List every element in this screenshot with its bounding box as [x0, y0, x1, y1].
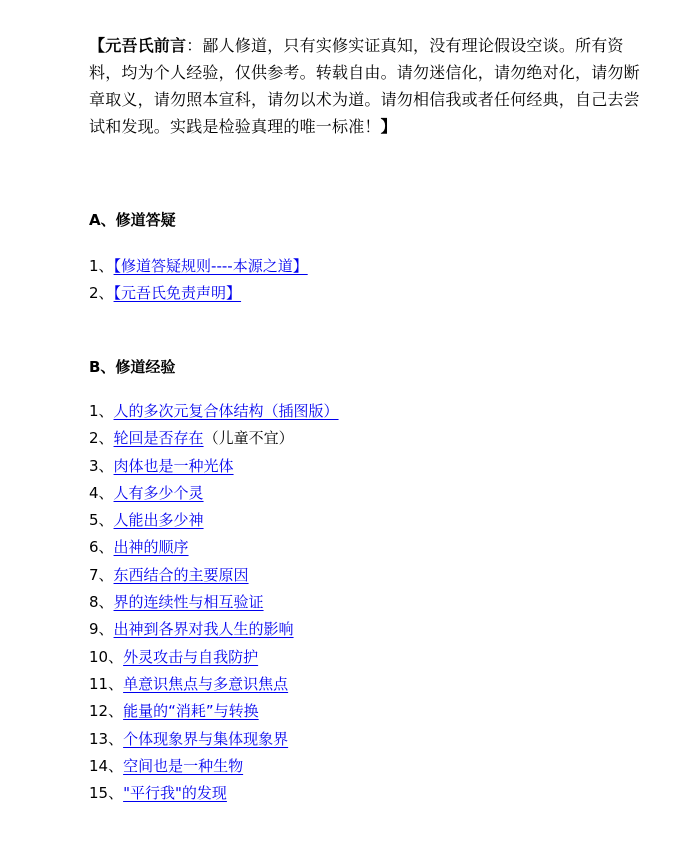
item-number: 5、 — [89, 511, 114, 530]
list-item — [89, 507, 339, 534]
list-item — [89, 698, 339, 725]
article-link[interactable]: 空间也是一种生物 — [123, 756, 244, 775]
article-link[interactable]: 轮回是否存在 — [113, 429, 204, 448]
preface-body: ：鄙人修道，只有实修实证真知，没有理论假设空谈。所有资料，均为个人经验，仅供参考。转载自由。请勿迷信化，请勿绝对化，请勿断章取义，请勿照本宣科，请勿以术为道。请勿相信我或者任何经典，自己去尝试和发现。实践是检验真理的唯一标准！ — [89, 36, 640, 136]
item-number: 7、 — [89, 565, 114, 584]
preface-close-bracket: 】 — [380, 117, 397, 136]
item-number: 13、 — [89, 729, 124, 748]
list-item — [89, 280, 308, 307]
list-item — [89, 753, 339, 780]
item-number: 10、 — [89, 647, 124, 666]
article-link[interactable]: 个体现象界与集体现象界 — [123, 729, 289, 748]
item-number: 12、 — [89, 702, 124, 721]
list-item — [89, 480, 339, 507]
article-link[interactable]: 出神的顺序 — [113, 538, 189, 557]
link-qa-rules[interactable]: 【修道答疑规则----本源之道】 — [113, 257, 308, 275]
preface-title: 元吾氏前言 — [105, 36, 187, 55]
item-number: 11、 — [89, 674, 124, 693]
list-item — [89, 780, 339, 807]
preface-paragraph — [89, 32, 641, 140]
list-item — [89, 534, 339, 561]
article-link[interactable]: 界的连续性与相互验证 — [113, 593, 264, 612]
article-link[interactable]: "平行我"的发现 — [123, 784, 227, 803]
article-link[interactable]: 能量的“消耗”与转换 — [123, 702, 259, 721]
article-link[interactable]: 人的多次元复合体结构（插图版） — [113, 402, 339, 420]
section-b-list — [89, 398, 339, 807]
item-number: 3、 — [89, 456, 114, 475]
item-number: 8、 — [89, 593, 114, 612]
list-item — [89, 425, 339, 452]
list-item — [89, 398, 339, 425]
list-item — [89, 644, 339, 671]
item-number: 6、 — [89, 538, 114, 557]
article-link[interactable]: 单意识焦点与多意识焦点 — [123, 674, 289, 693]
link-disclaimer[interactable]: 【元吾氏免责声明】 — [113, 284, 242, 303]
item-number: 9、 — [89, 620, 114, 639]
list-item — [89, 589, 339, 616]
article-link[interactable]: 外灵攻击与自我防护 — [123, 647, 259, 666]
article-link[interactable]: 人能出多少神 — [113, 511, 204, 530]
item-number: 15、 — [89, 784, 124, 803]
list-item — [89, 453, 339, 480]
list-item — [89, 253, 308, 280]
item-number: 2、 — [89, 284, 114, 303]
list-item — [89, 671, 339, 698]
list-item — [89, 616, 339, 643]
item-number: 2、 — [89, 429, 114, 448]
article-link[interactable]: 人有多少个灵 — [113, 483, 204, 502]
item-number: 1、 — [89, 257, 114, 275]
preface-open-bracket: 【 — [89, 36, 106, 55]
item-number: 14、 — [89, 756, 124, 775]
article-link[interactable]: 肉体也是一种光体 — [113, 456, 234, 475]
article-link[interactable]: 东西结合的主要原因 — [113, 565, 249, 584]
item-number: 1、 — [89, 402, 114, 420]
item-note: （儿童不宜） — [203, 429, 294, 448]
section-a-list — [89, 253, 308, 308]
list-item — [89, 726, 339, 753]
list-item — [89, 562, 339, 589]
section-a-heading: A、修道答疑 — [89, 211, 176, 229]
item-number: 4、 — [89, 483, 114, 502]
section-b-heading: B、修道经验 — [89, 358, 176, 376]
article-link[interactable]: 出神到各界对我人生的影响 — [113, 620, 294, 639]
